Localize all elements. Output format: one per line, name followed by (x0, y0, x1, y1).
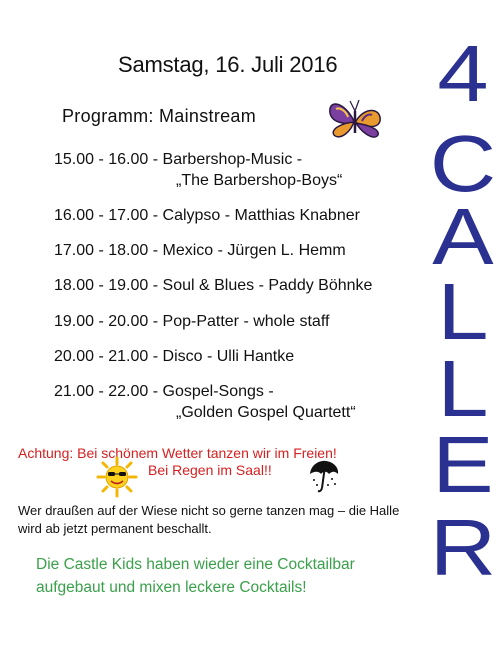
side-title-letter-r: R (429, 503, 497, 592)
schedule-line-1-cont: „The Barbershop-Boys“ (176, 172, 343, 189)
schedule-line-1: 15.00 - 16.00 - Barbershop-Music - (54, 151, 303, 168)
side-title-letter-e: E (432, 420, 494, 509)
event-date: Samstag, 16. Juli 2016 (118, 52, 338, 77)
schedule-line-7-cont: „Golden Gospel Quartett“ (176, 404, 356, 421)
side-title-letter-l2: L (437, 344, 489, 433)
schedule-line-6: 20.00 - 21.00 - Disco - Ulli Hantke (54, 348, 295, 365)
program-title: Programm: Mainstream (62, 106, 257, 126)
umbrella-icon (308, 458, 340, 494)
cocktail-bar-notice: Die Castle Kids haben wieder eine Cocktailbar aufgebaut und mixen leckere Cocktails! (36, 556, 355, 596)
sound-notice: Wer draußen auf der Wiese nicht so gerne tanzen mag – die Halle wird ab jetzt permanent beschallt. (18, 503, 400, 536)
schedule-line-2: 16.00 - 17.00 - Calypso - Matthias Knabner (54, 207, 360, 224)
side-title-letter-c: C (429, 119, 497, 208)
side-title-letter-a: A (432, 192, 494, 281)
schedule-line-7: 21.00 - 22.00 - Gospel-Songs - (54, 383, 274, 400)
side-title-letter-l1: L (437, 267, 489, 356)
schedule-line-5: 19.00 - 20.00 - Pop-Patter - whole staff (54, 313, 330, 330)
sun-icon (96, 456, 138, 498)
side-title-letter-4: 4 (437, 29, 489, 118)
schedule-line-4: 18.00 - 19.00 - Soul & Blues - Paddy Böhnke (54, 277, 373, 294)
rain-notice: Bei Regen im Saal!! (148, 462, 272, 478)
butterfly-icon (326, 95, 384, 147)
schedule-line-3: 17.00 - 18.00 - Mexico - Jürgen L. Hemm (54, 242, 346, 259)
weather-notice: Achtung: Bei schönem Wetter tanzen wir im Freien! (18, 445, 337, 461)
